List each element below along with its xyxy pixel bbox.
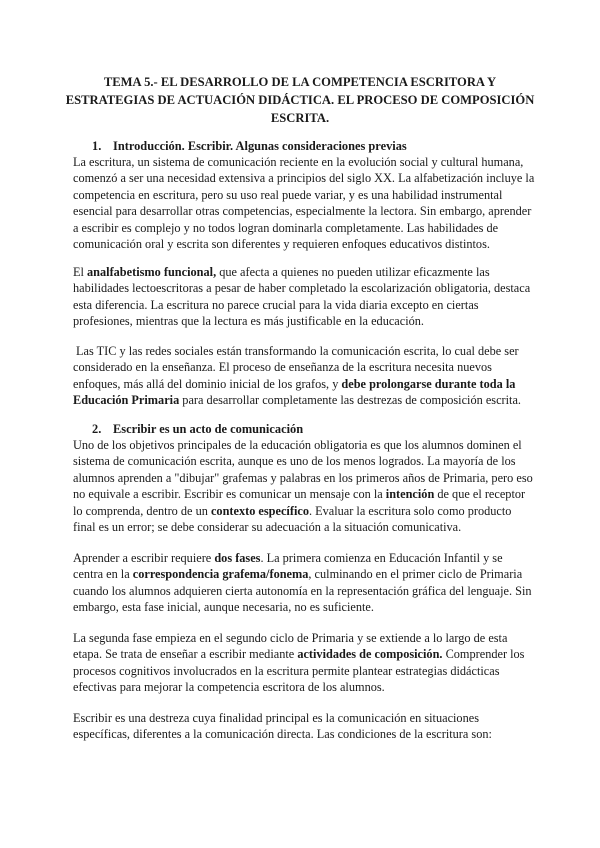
bold-term: intención — [385, 487, 435, 502]
section-number: 2. — [92, 422, 102, 436]
text-run: para desarrollar completamente las destrezas de composición escrita. — [179, 393, 522, 408]
bold-term: contexto específico — [210, 503, 309, 518]
text-line: sistema de comunicación escrita, aunque es uno de los menos logrados. La mayoría de los — [73, 454, 516, 469]
text-line: efectivas para mejorar la competencia escritora de los alumnos. — [73, 680, 385, 695]
text-line: competencia en escritura, pero su uso real puede variar, y es una habilidad instrumental — [73, 187, 503, 202]
text-line: a escribir es complejo y no todos logran dominarla completamente. Las habilidades de — [73, 220, 499, 235]
text-line — [73, 486, 543, 502]
bold-term: analfabetismo funcional, — [87, 265, 217, 279]
paragraph-segunda-fase — [73, 630, 543, 696]
text-line — [73, 550, 543, 566]
paragraph-condiciones — [73, 710, 543, 743]
text-line — [73, 566, 543, 582]
paragraph-intro — [73, 154, 543, 252]
text-run: . La primera comienza en Educación Infantil y se — [260, 551, 503, 565]
text-line: cuando los alumnos adquieren cierta autonomía en la representación gráfica del lenguaje. Sin — [73, 583, 532, 598]
bold-term: Educación Primaria — [73, 393, 180, 408]
document-title — [60, 73, 540, 127]
text-line: esta diferencia. La escritura no parece crucial para la vida diaria excepto en ciertas — [73, 297, 479, 312]
text-run: no equivale a escribir. Escribir es comunicar un mensaje con la — [73, 487, 386, 502]
text-run: El — [73, 265, 88, 279]
text-run: de que el receptor — [434, 487, 526, 502]
section-title: Escribir es un acto de comunicación — [113, 422, 304, 436]
bold-term: actividades de composición. — [297, 647, 443, 662]
text-line: profesiones, mientras que la lectura es más justificable en la educación. — [73, 314, 425, 329]
title-line: TEMA 5.- EL DESARROLLO DE LA COMPETENCIA ESCRITORA Y — [103, 75, 497, 89]
text-line — [73, 376, 543, 392]
bold-term: debe prolongarse durante toda la — [341, 376, 516, 391]
paragraph-objetivos — [73, 437, 543, 535]
section-heading-comunicacion — [92, 421, 303, 437]
text-line: procesos cognitivos involucrados en la escritura permite plantear estrategias didácticas — [73, 663, 500, 678]
text-line — [73, 392, 543, 408]
text-line — [73, 264, 543, 280]
text-run: , culminando en el primer ciclo de Primaria — [308, 567, 523, 582]
section-number: 1. — [92, 139, 102, 153]
text-run: centra en la — [73, 567, 133, 582]
paragraph-analfabetismo — [73, 264, 543, 330]
text-line: alumnos aprenden a "dibujar" grafemas y palabras en los primeros años de Primaria, pero eso — [73, 470, 533, 485]
text-run: etapa. Se trata de enseñar a escribir mediante — [73, 647, 298, 662]
bold-term: correspondencia grafema/fonema — [132, 567, 309, 582]
text-line: comenzó a ser una necesidad extensiva a principios del siglo XX. La alfabetización incluye la — [73, 171, 535, 186]
text-run: que afecta a quienes no pueden utilizar eficazmente las — [216, 265, 490, 279]
text-line: La escritura, un sistema de comunicación reciente en la evolución social y cultural humana, — [73, 155, 524, 169]
paragraph-tic — [73, 343, 543, 409]
text-line: específicas, diferentes a la comunicación directa. Las condiciones de la escritura son: — [73, 727, 492, 742]
text-line — [73, 646, 543, 662]
section-heading-introduccion — [92, 138, 407, 154]
text-run: enfoques, más allá del dominio inicial de los grafos, y — [73, 376, 342, 391]
text-line: esencial para desarrollar otras competencias, especialmente la lectora. Sin embargo, aprender — [73, 204, 532, 219]
section-title: Introducción. Escribir. Algunas consideraciones previas — [113, 139, 407, 153]
text-line — [73, 503, 543, 519]
bold-term: dos fases — [214, 551, 261, 565]
text-line: embargo, esta fase inicial, aunque necesaria, no es suficiente. — [73, 600, 374, 615]
text-line: final es un error; se debe considerar su adecuación a la situación comunicativa. — [73, 520, 462, 535]
text-run: Comprender los — [442, 647, 525, 662]
text-line: La segunda fase empieza en el segundo ciclo de Primaria y se extiende a lo largo de esta — [73, 631, 508, 645]
title-line: ESTRATEGIAS DE ACTUACIÓN DIDÁCTICA. EL PROCESO DE COMPOSICIÓN — [65, 93, 535, 107]
text-line: Uno de los objetivos principales de la educación obligatoria es que los alumnos dominen el — [73, 438, 522, 452]
text-line: Las TIC y las redes sociales están transformando la comunicación escrita, lo cual debe ser — [76, 344, 519, 358]
title-line: ESCRITA. — [270, 111, 330, 125]
text-line: considerado en la enseñanza. El proceso de enseñanza de la escritura necesita nuevos — [73, 360, 492, 375]
text-line: Escribir es una destreza cuya finalidad principal es la comunicación en situaciones — [73, 711, 479, 725]
text-run: lo comprenda, dentro de un — [73, 503, 211, 518]
paragraph-dos-fases — [73, 550, 543, 616]
text-run: . Evaluar la escritura solo como producto — [308, 503, 512, 518]
text-run: Aprender a escribir requiere — [73, 551, 215, 565]
text-line: comunicación oral y escrita son diferentes y requieren enfoques educativos distintos. — [73, 237, 490, 252]
text-line: habilidades lectoescritoras a pesar de haber completado la escolarización obligatoria, destaca — [73, 281, 531, 296]
